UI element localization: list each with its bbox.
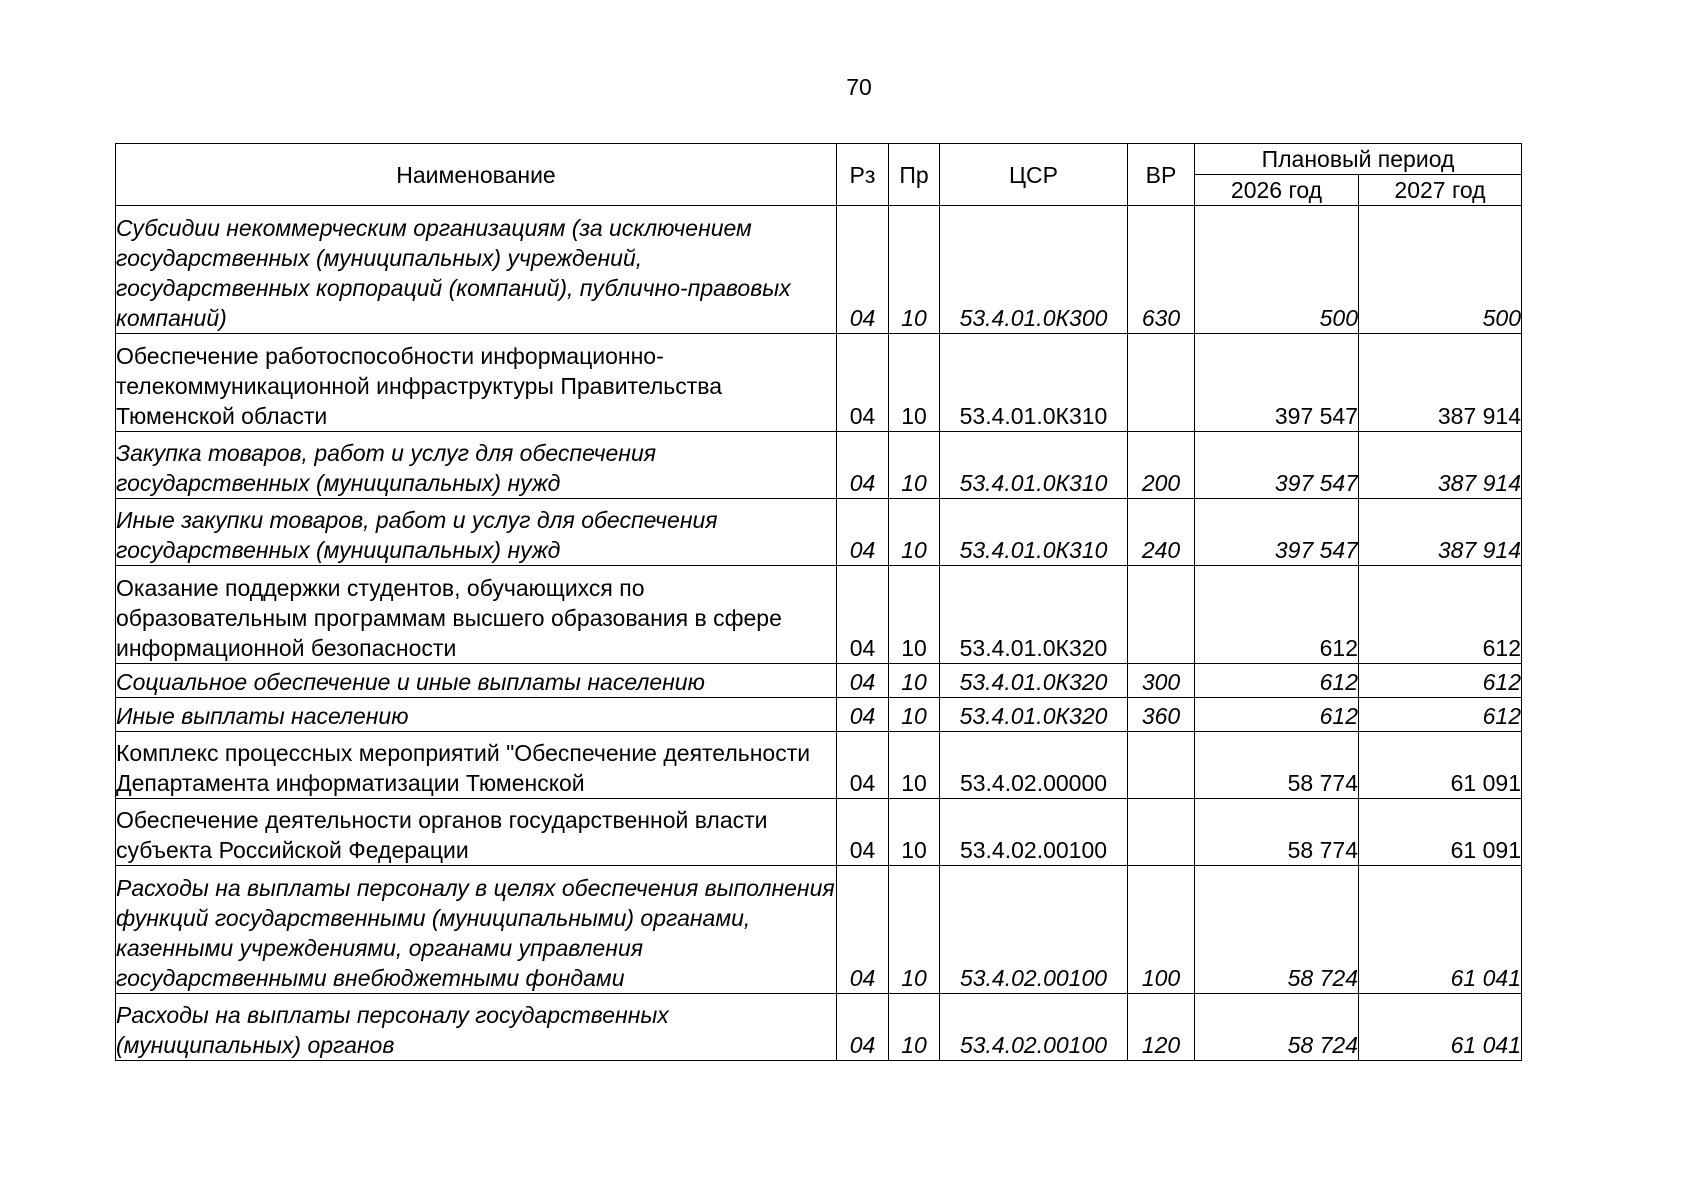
row-pr: 10	[889, 994, 940, 1061]
row-2026: 612	[1195, 698, 1359, 732]
row-vr	[1128, 799, 1195, 866]
row-pr: 10	[889, 499, 940, 566]
header-plan-period: Плановый период	[1195, 144, 1522, 175]
header-year-2026: 2026 год	[1195, 175, 1359, 206]
row-vr: 100	[1128, 866, 1195, 994]
table-row	[116, 432, 1522, 499]
table-row	[116, 206, 1522, 334]
row-csr: 53.4.01.0К310	[940, 499, 1128, 566]
row-2026: 58 774	[1195, 732, 1359, 799]
row-rz: 04	[837, 732, 889, 799]
row-rz: 04	[837, 499, 889, 566]
row-csr: 53.4.01.0К320	[940, 566, 1128, 664]
row-2026: 58 724	[1195, 866, 1359, 994]
row-2027: 61 091	[1359, 732, 1522, 799]
row-2027: 612	[1359, 698, 1522, 732]
row-vr: 200	[1128, 432, 1195, 499]
row-name: Иные закупки товаров, работ и услуг для обеспечения государственных (муниципальных) нужд	[116, 499, 837, 566]
row-2027: 500	[1359, 206, 1522, 334]
row-pr: 10	[889, 432, 940, 499]
row-rz: 04	[837, 566, 889, 664]
header-pr: Пр	[889, 144, 940, 206]
row-rz: 04	[837, 799, 889, 866]
row-2026: 58 724	[1195, 994, 1359, 1061]
table-row	[116, 664, 1522, 698]
row-pr: 10	[889, 334, 940, 432]
row-2027: 612	[1359, 566, 1522, 664]
row-vr: 240	[1128, 499, 1195, 566]
row-vr: 300	[1128, 664, 1195, 698]
row-name	[116, 732, 837, 799]
row-rz: 04	[837, 334, 889, 432]
row-pr: 10	[889, 566, 940, 664]
row-2027: 387 914	[1359, 334, 1522, 432]
row-vr	[1128, 334, 1195, 432]
row-vr: 360	[1128, 698, 1195, 732]
row-pr: 10	[889, 206, 940, 334]
table-row	[116, 799, 1522, 866]
row-csr: 53.4.02.00100	[940, 866, 1128, 994]
row-name: Социальное обеспечение и иные выплаты населению	[116, 664, 837, 698]
table-row	[116, 866, 1522, 994]
row-pr: 10	[889, 664, 940, 698]
row-rz: 04	[837, 432, 889, 499]
row-csr: 53.4.01.0К310	[940, 432, 1128, 499]
table-row	[116, 732, 1522, 799]
header-rz: Рз	[837, 144, 889, 206]
row-csr: 53.4.02.00100	[940, 799, 1128, 866]
table-row	[116, 698, 1522, 732]
row-vr: 120	[1128, 994, 1195, 1061]
table-row	[116, 334, 1522, 432]
table-row	[116, 994, 1522, 1061]
table-row	[116, 499, 1522, 566]
row-name: Расходы на выплаты персоналу в целях обеспечения выполнения функций государственными (муниципальными) органами, казенными учреждениями, органами управления государственными внебюджетными фондами	[116, 866, 837, 994]
row-csr: 53.4.01.0К300	[940, 206, 1128, 334]
row-pr: 10	[889, 866, 940, 994]
row-2027: 387 914	[1359, 499, 1522, 566]
table-row	[116, 566, 1522, 664]
row-csr: 53.4.01.0К310	[940, 334, 1128, 432]
page-number: 70	[846, 74, 872, 100]
row-2026: 612	[1195, 566, 1359, 664]
row-name: Закупка товаров, работ и услуг для обеспечения государственных (муниципальных) нужд	[116, 432, 837, 499]
row-rz: 04	[837, 664, 889, 698]
row-name: Иные выплаты населению	[116, 698, 837, 732]
row-rz: 04	[837, 866, 889, 994]
row-2026: 58 774	[1195, 799, 1359, 866]
row-2026: 500	[1195, 206, 1359, 334]
row-name: Обеспечение работоспособности информационно-телекоммуникационной инфраструктуры Правительства Тюменской области	[116, 334, 837, 432]
row-csr: 53.4.02.00100	[940, 994, 1128, 1061]
row-name: Оказание поддержки студентов, обучающихся по образовательным программам высшего образования в сфере информационной безопасности	[116, 566, 837, 664]
row-csr: 53.4.02.00000	[940, 732, 1128, 799]
header-year-2027: 2027 год	[1359, 175, 1522, 206]
row-pr: 10	[889, 698, 940, 732]
row-2027: 612	[1359, 664, 1522, 698]
row-2026: 397 547	[1195, 432, 1359, 499]
row-vr	[1128, 732, 1195, 799]
row-csr: 53.4.01.0К320	[940, 698, 1128, 732]
row-rz: 04	[837, 994, 889, 1061]
row-2027: 61 041	[1359, 994, 1522, 1061]
row-2026: 397 547	[1195, 334, 1359, 432]
row-2027: 387 914	[1359, 432, 1522, 499]
row-2026: 397 547	[1195, 499, 1359, 566]
row-name-clipped: Комплекс процессных мероприятий "Обеспечение деятельности Департамента информатизации Тюменской	[116, 740, 811, 796]
row-2027: 61 041	[1359, 866, 1522, 994]
row-rz: 04	[837, 206, 889, 334]
row-name: Обеспечение деятельности органов государственной власти субъекта Российской Федерации	[116, 799, 837, 866]
row-vr: 630	[1128, 206, 1195, 334]
row-2026: 612	[1195, 664, 1359, 698]
row-pr: 10	[889, 732, 940, 799]
row-vr	[1128, 566, 1195, 664]
row-name: Расходы на выплаты персоналу государственных (муниципальных) органов	[116, 994, 837, 1061]
row-name: Субсидии некоммерческим организациям (за исключением государственных (муниципальных) учреждений, государственных корпораций (компаний), публично-правовых компаний)	[116, 206, 837, 334]
header-csr: ЦСР	[940, 144, 1128, 206]
row-csr: 53.4.01.0К320	[940, 664, 1128, 698]
budget-table	[115, 143, 1522, 1061]
header-name: Наименование	[116, 144, 837, 206]
row-2027: 61 091	[1359, 799, 1522, 866]
header-vr: ВР	[1128, 144, 1195, 206]
row-pr: 10	[889, 799, 940, 866]
row-rz: 04	[837, 698, 889, 732]
